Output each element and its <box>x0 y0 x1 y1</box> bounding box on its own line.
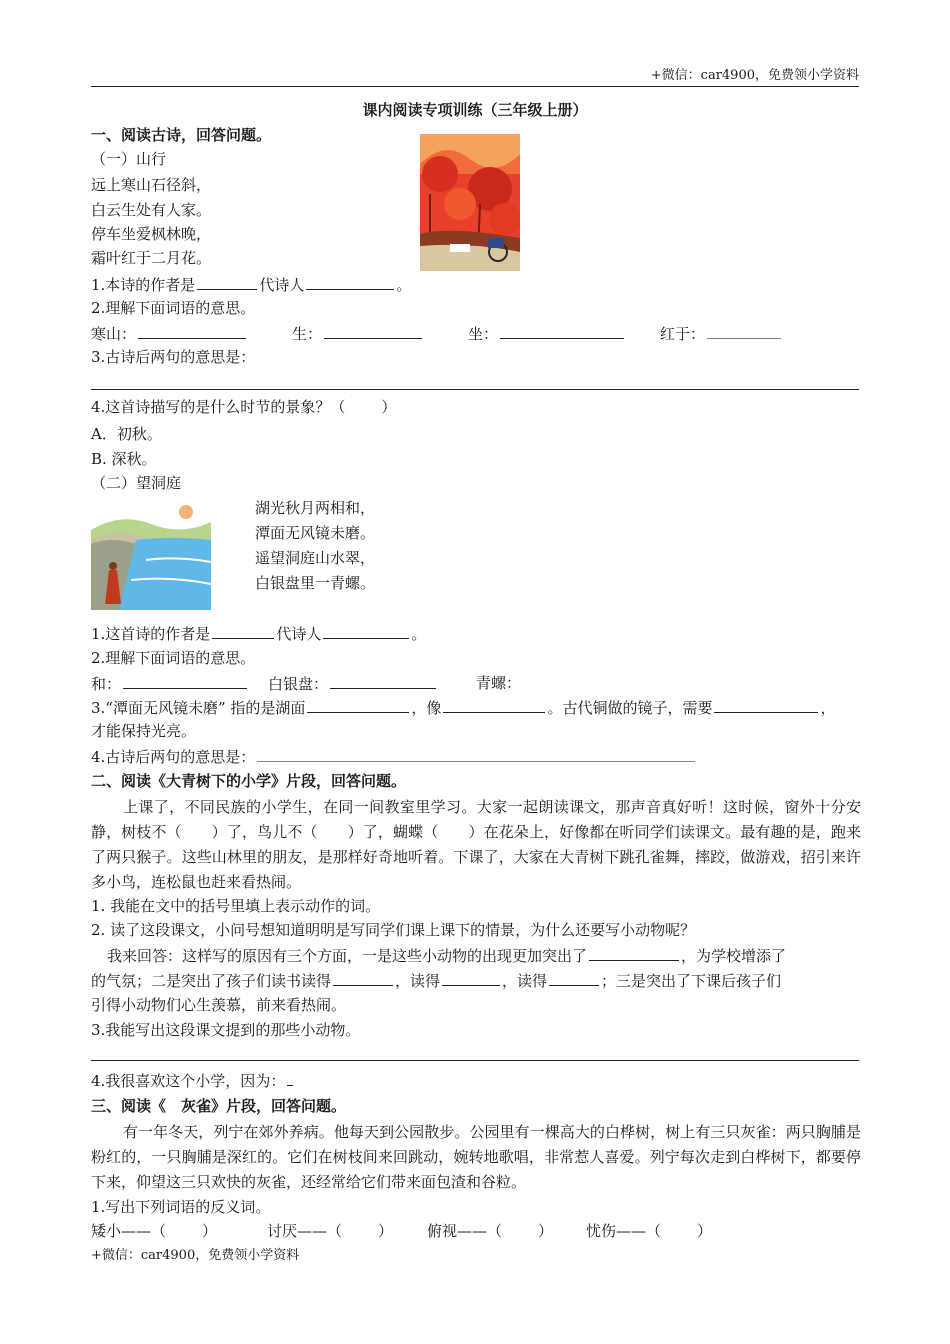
answer-blank[interactable] <box>442 970 500 986</box>
q-text: 。 <box>411 625 427 643</box>
answer-text: ，读得 <box>395 972 441 990</box>
poem-1-term-1 <box>91 323 248 344</box>
answer-line[interactable] <box>91 1060 859 1061</box>
answer-line[interactable] <box>91 389 859 390</box>
q-text: ，像 <box>411 699 442 717</box>
section-2-question-2: 2. 读了这段课文，小问号想知道明明是写同学们课上课下的情景，为什么还要写小动物呢？ <box>91 921 696 939</box>
answer-blank[interactable] <box>500 323 624 339</box>
poem-1-question-2: 2.理解下面词语的意思。 <box>91 299 256 317</box>
q-text: 4.古诗后两句的意思是： <box>91 748 256 766</box>
poem-2-question-2: 2.理解下面词语的意思。 <box>91 649 256 667</box>
answer-blank[interactable] <box>707 323 781 339</box>
antonym-word: 忧伤——（ <box>586 1222 662 1240</box>
poem-2-line-3: 遥望洞庭山水翠， <box>255 549 376 567</box>
poem-2-question-3-cont: 才能保持光亮。 <box>91 722 197 740</box>
q-text: 代诗人 <box>259 276 305 294</box>
q-text: 代诗人 <box>276 625 322 643</box>
term-label: 白银盘： <box>268 675 329 693</box>
poem-1-question-4 <box>91 397 396 417</box>
antonym-word: 俯视——（ <box>427 1222 503 1240</box>
answer-blank[interactable] <box>257 746 695 762</box>
answer-blank[interactable] <box>333 970 393 986</box>
poem-2-title: （二）望洞庭 <box>91 474 182 492</box>
poem-2-term-1 <box>91 673 249 694</box>
poem-2-line-4: 白银盘里一青螺。 <box>255 574 376 592</box>
poem-1-term-3 <box>468 323 626 344</box>
section-1-heading: 一、阅读古诗，回答问题。 <box>91 126 272 144</box>
q-text: ） <box>381 398 397 416</box>
term-label: 和： <box>91 675 122 693</box>
poem-1-line-3: 停车坐爱枫林晚， <box>91 225 212 243</box>
bracket-close: ） <box>538 1222 554 1240</box>
q-text: 。古代铜做的镜子，需要 <box>547 699 713 717</box>
q-text: 1.这首诗的作者是 <box>91 625 211 643</box>
answer-blank[interactable] <box>306 274 394 290</box>
answer-blank[interactable] <box>324 323 422 339</box>
section-2-question-4 <box>91 1070 295 1091</box>
answer-text: 我来回答：这样写的原因有三个方面，一是这些小动物的出现更加突出了 <box>107 947 588 965</box>
section-2-answer-line-2 <box>91 970 781 991</box>
bracket-close: ） <box>378 1222 394 1240</box>
answer-text: ；三是突出了下课后孩子们 <box>601 972 782 990</box>
term-label: 生： <box>292 325 323 343</box>
poem-2-term-3: 青螺： <box>476 674 522 692</box>
section-3-passage: 有一年冬天，列宁在郊外养病。他每天到公园散步。公园里有一棵高大的白桦树，树上有三只灰雀：两只胸脯是粉红的，一只胸脯是深红的。它们在树枝间来回跳动，婉转地歌唱，非常惹人喜爱。列宁每次走到白桦树下，都要停下来，仰望这三只欢快的灰雀，还经常给它们带来面包渣和谷粒。 <box>91 1123 861 1191</box>
answer-blank[interactable] <box>323 623 409 639</box>
section-2-heading: 二、阅读《大青树下的小学》片段，回答问题。 <box>91 772 407 790</box>
page-header-text: +微信：car4900，免费领小学资料 <box>650 68 859 83</box>
option-a: A．初秋。 <box>91 425 162 443</box>
antonym-item-4 <box>586 1221 712 1241</box>
poem-1-question-3: 3.古诗后两句的意思是： <box>91 348 256 366</box>
q-text: 4.这首诗描写的是什么时节的景象？（ <box>91 398 346 416</box>
answer-blank[interactable] <box>714 697 818 713</box>
section-2-question-3: 3.我能写出这段课文提到的那些小动物。 <box>91 1021 361 1039</box>
antonym-item-2 <box>267 1221 393 1241</box>
header-rule <box>91 86 859 87</box>
q-text: 4.我很喜欢这个小学，因为： <box>91 1072 286 1090</box>
answer-blank[interactable] <box>549 970 599 986</box>
q-text: 3.“潭面无风镜未磨” 指的是湖面 <box>91 699 306 717</box>
section-2-question-1: 1. 我能在文中的括号里填上表示动作的词。 <box>91 897 381 915</box>
term-label: 坐： <box>468 325 499 343</box>
section-3-question-1: 1.写出下列词语的反义词。 <box>91 1198 271 1216</box>
answer-blank[interactable] <box>212 623 274 639</box>
answer-blank[interactable] <box>123 673 247 689</box>
answer-blank[interactable] <box>307 697 409 713</box>
poem-1-term-4 <box>660 323 783 344</box>
bracket-close: ） <box>697 1222 713 1240</box>
antonym-item-3 <box>427 1221 553 1241</box>
q-text: ， <box>820 699 836 717</box>
section-3-heading: 三、阅读《 灰雀》片段，回答问题。 <box>91 1097 347 1115</box>
poem-1-line-2: 白云生处有人家。 <box>91 201 212 219</box>
section-2-passage: 上课了，不同民族的小学生，在同一间教室里学习。大家一起朗读课文，那声音真好听！这时候，窗外十分安静，树枝不（ ）了，鸟儿不（ ）了，蝴蝶（ ）在花朵上，好像都在听同学们读课文。最有趣的是，跑来了两只猴子。这些山林里的朋友，是那样好奇地听着。下课了，大家在大青树下跳孔雀舞，摔跤，做游戏，招引来许多小鸟，连松鼠也赶来看热闹。 <box>91 798 861 891</box>
answer-text: ，读得 <box>502 972 548 990</box>
answer-blank[interactable] <box>197 274 257 290</box>
lake-illustration <box>91 500 211 610</box>
q-text: 1.本诗的作者是 <box>91 276 196 294</box>
antonym-word: 讨厌——（ <box>267 1222 343 1240</box>
poem-2-question-1 <box>91 623 426 644</box>
poem-2-term-2 <box>268 673 438 694</box>
page-footer-text: +微信：car4900，免费领小学资料 <box>91 1248 300 1263</box>
answer-blank[interactable] <box>138 323 246 339</box>
poem-1-line-4: 霜叶红于二月花。 <box>91 249 212 267</box>
option-b: B. 深秋。 <box>91 450 157 468</box>
answer-text: ，为学校增添了 <box>681 947 787 965</box>
section-2-answer-line-3: 引得小动物们心生羡慕，前来看热闹。 <box>91 996 347 1014</box>
poem-1-question-1 <box>91 274 411 295</box>
term-label: 红于： <box>660 325 706 343</box>
answer-blank[interactable] <box>589 945 679 961</box>
answer-text: 的气氛；二是突出了孩子们读书读得 <box>91 972 332 990</box>
answer-blank[interactable] <box>330 673 436 689</box>
antonym-word: 矮小——（ <box>91 1222 167 1240</box>
poem-1-term-2 <box>292 323 424 344</box>
term-label: 寒山： <box>91 325 137 343</box>
antonym-item-1 <box>91 1221 217 1241</box>
poem-2-line-1: 湖光秋月两相和， <box>255 499 376 517</box>
section-2-answer-line-1 <box>107 945 786 966</box>
poem-2-line-2: 潭面无风镜未磨。 <box>255 524 376 542</box>
poem-1-line-1: 远上寒山石径斜， <box>91 176 212 194</box>
poem-2-question-3 <box>91 697 835 718</box>
answer-blank[interactable] <box>443 697 545 713</box>
poem-1-title: （一）山行 <box>91 150 167 168</box>
autumn-mountain-illustration <box>420 134 520 271</box>
poem-2-question-4 <box>91 746 697 767</box>
page-title: 课内阅读专项训练（三年级上册） <box>362 101 588 119</box>
answer-blank[interactable] <box>287 1070 293 1086</box>
bracket-close: ） <box>202 1222 218 1240</box>
q-text: 。 <box>396 276 412 294</box>
